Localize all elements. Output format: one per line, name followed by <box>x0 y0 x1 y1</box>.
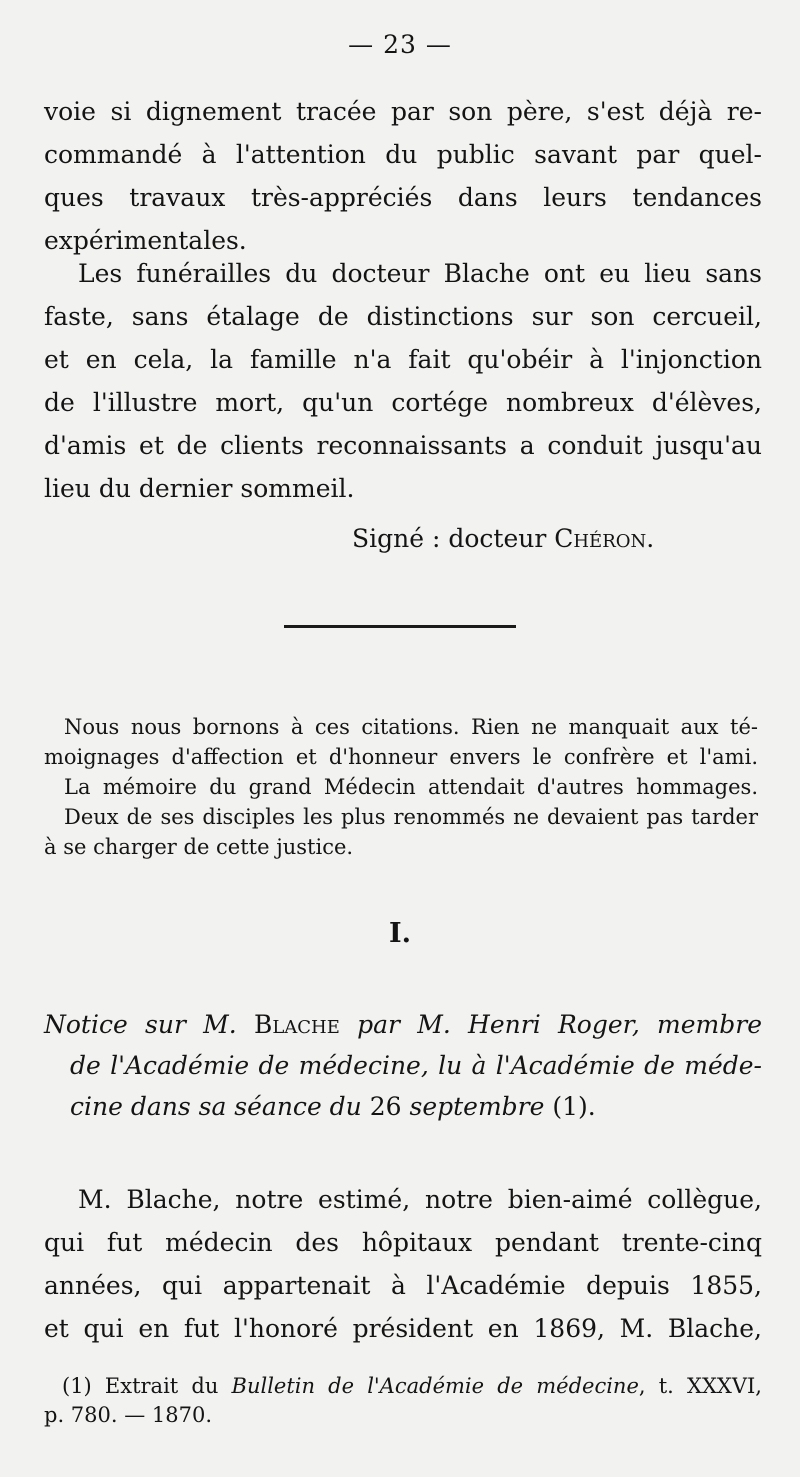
text-line: commandé à l'attention du public savant par quel- <box>44 140 762 169</box>
text-line: et en cela, la famille n'a fait qu'obéir à l'injonction <box>44 345 762 374</box>
signature-suffix: . <box>646 524 655 553</box>
notice-name: Blache <box>253 1010 340 1039</box>
page-number: — 23 — <box>348 30 452 59</box>
text-line: ques travaux très-appréciés dans leurs tendances <box>44 183 762 212</box>
paragraph-4 <box>44 1178 762 1350</box>
footnote-text: , t. XXXVI, <box>638 1374 762 1398</box>
text-line: à se charger de cette justice. <box>44 835 354 859</box>
paragraph-3 <box>44 712 758 862</box>
text-line: La mémoire du grand Médecin attendait d'autres hommages. <box>64 775 758 799</box>
section-heading: I. <box>388 918 412 949</box>
text-line: lieu du dernier sommeil. <box>44 474 355 503</box>
text-line: Nous nous bornons à ces citations. Rien ne manquait aux té- <box>64 715 758 739</box>
notice-text: Notice sur M. <box>44 1010 254 1039</box>
text-line: expérimentales. <box>44 226 247 255</box>
text-line: moignages d'affection et d'honneur envers le confrère et l'ami. <box>44 745 758 769</box>
notice-text: , membre <box>631 1010 762 1039</box>
text-line: et qui en fut l'honoré président en 1869, M. Blache, <box>44 1314 762 1343</box>
footnote-line-2: p. 780. — 1870. <box>44 1403 213 1427</box>
text-line: qui fut médecin des hôpitaux pendant trente-cinq <box>44 1228 762 1257</box>
notice-number: 26 <box>369 1092 402 1121</box>
text-line: années, qui appartenait à l'Académie depuis 1855, <box>44 1271 762 1300</box>
footnote-line-1 <box>44 1372 762 1401</box>
text-line: M. Blache, notre estimé, notre bien-aimé collègue, <box>78 1185 762 1214</box>
notice-line-2: de l'Académie de médecine, lu à l'Académie de méde- <box>70 1051 762 1080</box>
text-line: Deux de ses disciples les plus renommés ne devaient pas tarder <box>64 805 758 829</box>
section-divider <box>284 625 516 628</box>
footnote-text: (1) Extrait du <box>62 1374 232 1398</box>
text-line: d'amis et de clients reconnaissants a conduit jusqu'au <box>44 431 762 460</box>
notice-line-1 <box>44 1004 762 1045</box>
text-line: faste, sans étalage de distinctions sur son cercueil, <box>44 302 762 331</box>
signature-name: Chéron <box>554 524 647 553</box>
text-line: de l'illustre mort, qu'un cortége nombreux d'élèves, <box>44 388 762 417</box>
paragraph-1 <box>44 90 762 262</box>
text-line: Les funérailles du docteur Blache ont eu lieu sans <box>78 259 762 288</box>
notice-text: cine dans sa séance du <box>70 1092 370 1121</box>
notice-title <box>44 1004 762 1127</box>
footnote-source: Bulletin de l'Académie de médecine <box>231 1374 639 1398</box>
signature-prefix: Signé : docteur <box>352 524 555 553</box>
footnote <box>44 1372 762 1430</box>
notice-text: septembre <box>401 1092 545 1121</box>
notice-line-3 <box>44 1086 762 1127</box>
footnote-ref: (1). <box>544 1092 596 1121</box>
notice-author: par M. Henri Roger <box>339 1010 632 1039</box>
paragraph-2 <box>44 252 762 510</box>
text-line: voie si dignement tracée par son père, s'est déjà re- <box>44 97 762 126</box>
signature <box>352 524 654 553</box>
